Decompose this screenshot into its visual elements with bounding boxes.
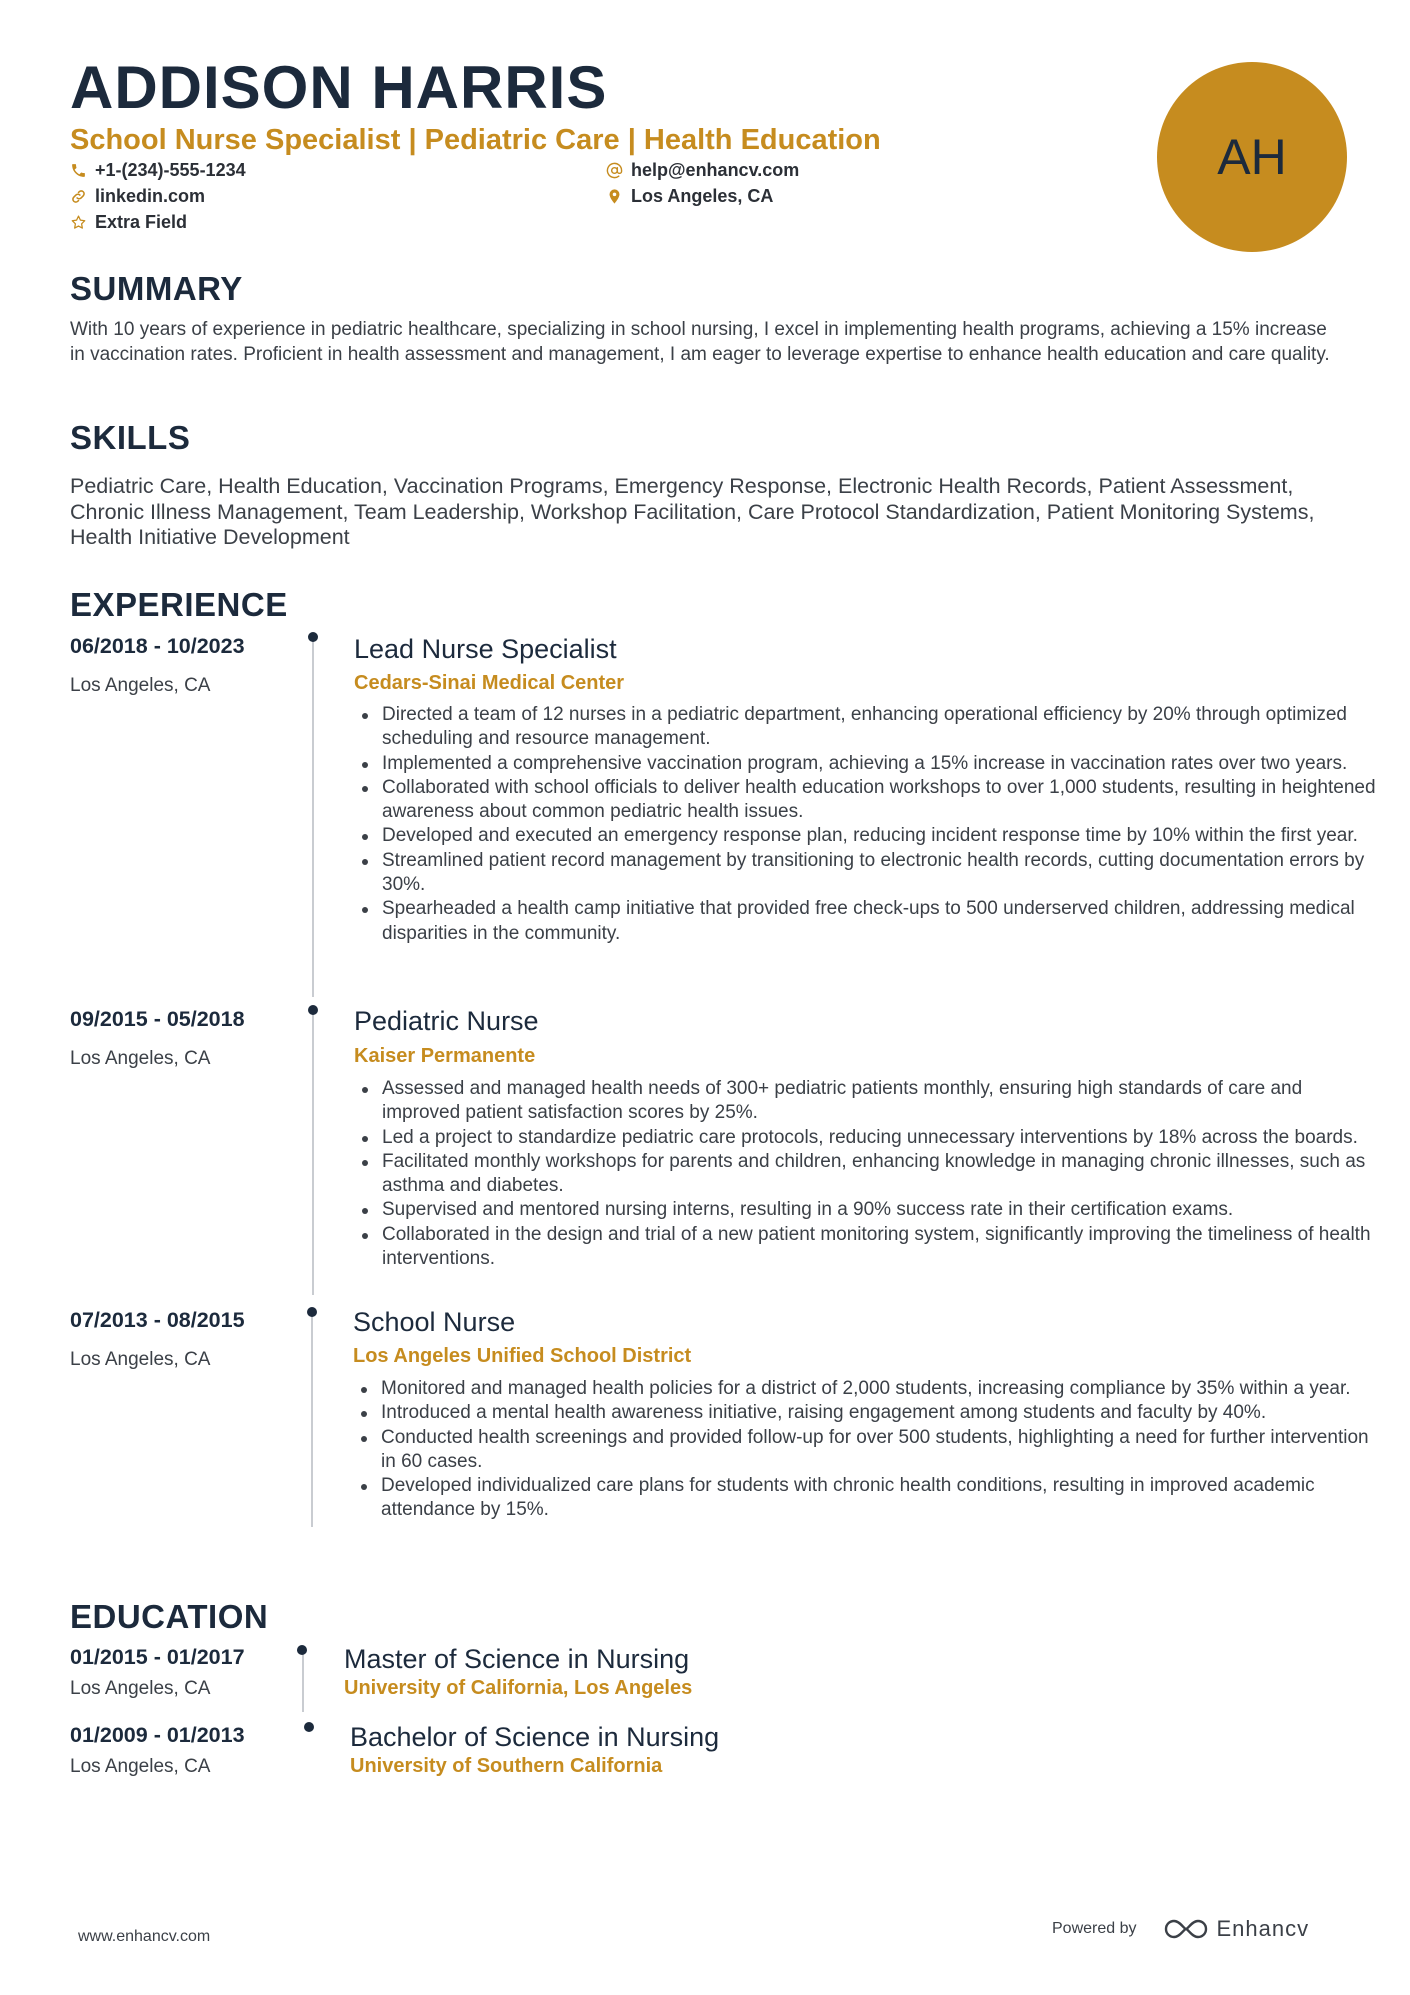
timeline-dot [308, 1005, 318, 1015]
school-name: University of California, Los Angeles [344, 1677, 693, 1699]
timeline-line [302, 1652, 304, 1712]
linkedin-text: linkedin.com [95, 185, 206, 206]
education-location: Los Angeles, CA [70, 1756, 211, 1777]
degree-title: Bachelor of Science in Nursing [350, 1722, 720, 1752]
experience-heading: EXPERIENCE [70, 586, 288, 623]
list-item: Assessed and managed health needs of 300+ pediatric patients monthly, ensuring high standards of care and improved patient satisfaction scores by 25%. [382, 1077, 1382, 1126]
contact-location [606, 184, 773, 208]
email-text: help@enhancv.com [631, 159, 800, 180]
job-location: Los Angeles, CA [70, 675, 211, 696]
contact-email[interactable] [606, 158, 799, 182]
map-pin-icon [606, 188, 623, 205]
enhancv-brand-text: Enhancv [1216, 1916, 1310, 1941]
candidate-headline: School Nurse Specialist | Pediatric Care | Health Education [70, 124, 881, 156]
list-item: Facilitated monthly workshops for parents and children, enhancing knowledge in managing chronic illnesses, such as asthma and diabetes. [382, 1150, 1382, 1199]
job-location: Los Angeles, CA [70, 1048, 211, 1069]
timeline-line [312, 637, 314, 997]
list-item: Monitored and managed health policies for a district of 2,000 students, increasing compliance by 35% within a year. [381, 1377, 1381, 1401]
avatar-initials: AH [1217, 129, 1287, 185]
link-icon [70, 188, 87, 205]
list-item: Conducted health screenings and provided follow-up for over 500 students, highlighting a need for further intervention in 60 cases. [381, 1426, 1381, 1475]
avatar [1157, 62, 1347, 252]
job-title: School Nurse [353, 1307, 516, 1337]
skills-heading: SKILLS [70, 419, 191, 456]
powered-by-text: Powered by [1052, 1920, 1137, 1937]
education-location: Los Angeles, CA [70, 1678, 211, 1699]
school-name: University of Southern California [350, 1755, 663, 1777]
contact-extra [70, 210, 187, 234]
job-bullets [354, 1077, 1382, 1271]
job-location: Los Angeles, CA [70, 1349, 211, 1370]
education-heading: EDUCATION [70, 1598, 269, 1635]
education-dates: 01/2015 - 01/2017 [70, 1645, 245, 1669]
timeline-dot [308, 632, 318, 642]
phone-icon [70, 162, 87, 179]
contact-phone[interactable] [70, 158, 246, 182]
job-company: Cedars-Sinai Medical Center [354, 672, 625, 694]
list-item: Developed and executed an emergency response plan, reducing incident response time by 10% within the first year. [382, 824, 1382, 848]
phone-text: +1-(234)-555-1234 [95, 159, 246, 180]
candidate-name: ADDISON HARRIS [70, 54, 608, 121]
star-icon [70, 214, 87, 231]
degree-title: Master of Science in Nursing [344, 1644, 690, 1674]
list-item: Spearheaded a health camp initiative that provided free check-ups to 500 underserved children, addressing medical disparities in the community. [382, 897, 1382, 946]
location-text: Los Angeles, CA [631, 185, 774, 206]
job-company: Los Angeles Unified School District [353, 1345, 692, 1367]
skills-text: Pediatric Care, Health Education, Vaccination Programs, Emergency Response, Electronic Health Records, Patient Assessment, Chronic Illness Management, Team Leadership, Workshop Facilitation, Care Protocol Standardization, Patient Monitoring Systems, Health Initiative Development [70, 474, 1315, 549]
list-item: Collaborated in the design and trial of a new patient monitoring system, significantly improving the timeliness of health interventions. [382, 1223, 1382, 1272]
job-dates: 07/2013 - 08/2015 [70, 1308, 245, 1332]
job-company: Kaiser Permanente [354, 1045, 536, 1067]
education-dates: 01/2009 - 01/2013 [70, 1723, 245, 1747]
timeline-line [312, 1012, 314, 1295]
job-bullets [353, 1377, 1381, 1523]
list-item: Implemented a comprehensive vaccination program, achieving a 15% increase in vaccination rates over two years. [382, 752, 1382, 776]
job-bullets [354, 703, 1382, 946]
list-item: Directed a team of 12 nurses in a pediatric department, enhancing operational efficiency by 20% through optimized scheduling and resource management. [382, 703, 1382, 752]
timeline-dot [304, 1722, 314, 1732]
at-icon [606, 162, 623, 179]
list-item: Collaborated with school officials to deliver health education workshops to over 1,000 students, resulting in heightened awareness about common pediatric health issues. [382, 776, 1382, 825]
job-dates: 09/2015 - 05/2018 [70, 1007, 245, 1031]
contact-linkedin[interactable] [70, 184, 205, 208]
list-item: Supervised and mentored nursing interns, resulting in a 90% success rate in their certification exams. [382, 1198, 1382, 1222]
timeline-dot [307, 1307, 317, 1317]
timeline-line [311, 1314, 313, 1527]
list-item: Led a project to standardize pediatric care protocols, reducing unnecessary interventions by 18% across the boards. [382, 1126, 1382, 1150]
summary-text: With 10 years of experience in pediatric healthcare, specializing in school nursing, I excel in implementing health programs, achieving a 15% increase in vaccination rates. Proficient in health assessment and management, I am eager to leverage expertise to enhance health education and care quality. [70, 319, 1330, 365]
job-title: Pediatric Nurse [354, 1006, 539, 1036]
extra-field-text: Extra Field [95, 211, 188, 232]
job-title: Lead Nurse Specialist [354, 634, 617, 664]
footer-website[interactable]: www.enhancv.com [78, 1928, 211, 1945]
timeline-dot [297, 1645, 307, 1655]
list-item: Introduced a mental health awareness initiative, raising engagement among students and faculty by 40%. [381, 1401, 1381, 1425]
job-dates: 06/2018 - 10/2023 [70, 634, 245, 658]
enhancv-logo-icon [1163, 1916, 1209, 1942]
footer-branding [1052, 1916, 1309, 1942]
list-item: Streamlined patient record management by transitioning to electronic health records, cutting documentation errors by 30%. [382, 849, 1382, 898]
list-item: Developed individualized care plans for students with chronic health conditions, resulting in improved academic attendance by 15%. [381, 1474, 1381, 1523]
summary-heading: SUMMARY [70, 270, 243, 307]
